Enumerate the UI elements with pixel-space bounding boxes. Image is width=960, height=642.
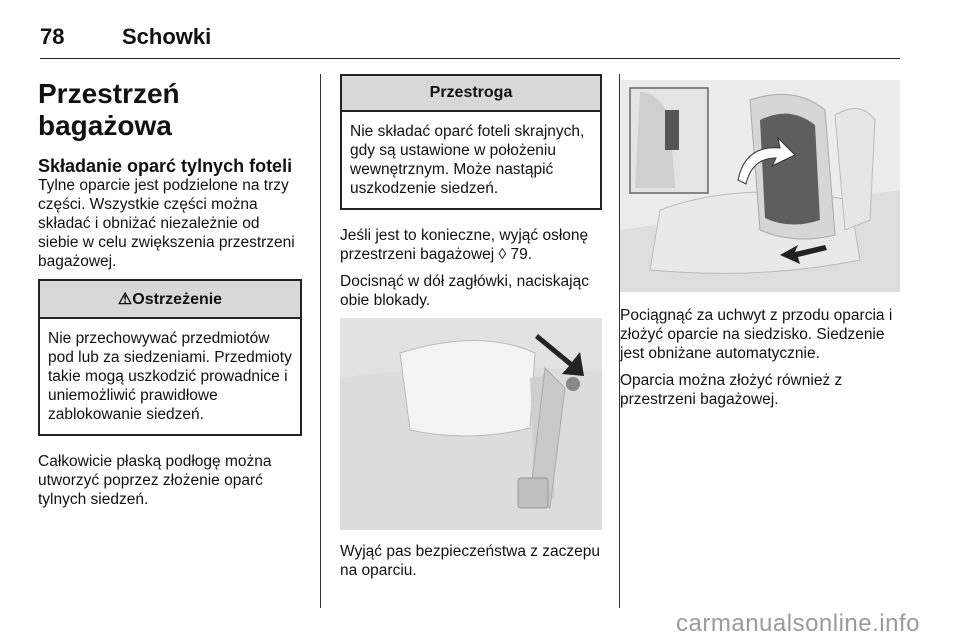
- intro-paragraph: Tylne oparcie jest podzielone na trzy części. Wszystkie części można składać i obniżać niezależnie od siebie w celu zwiększenia przestrzeni bagażowej.: [38, 177, 295, 270]
- headrest-illustration: [340, 318, 602, 530]
- page-header: [40, 12, 900, 60]
- column-3: [620, 74, 902, 417]
- header-rule: [40, 58, 900, 59]
- flat-floor-paragraph: Całkowicie płaską podłogę można utworzyć poprzez złożenie oparć tylnych siedzeń.: [38, 453, 272, 508]
- chapter-title: Schowki: [122, 24, 212, 49]
- column-1: [38, 74, 302, 517]
- headrest-paragraph: Docisnąć w dół zagłówki, naciskając obie blokady.: [340, 273, 589, 309]
- fold-from-boot-paragraph: Oparcia można złożyć również z przestrzeni bagażowej.: [620, 372, 843, 408]
- caution-header: Przestroga: [342, 76, 600, 112]
- caution-text: Nie składać oparć foteli skrajnych, gdy są ustawione w położeniu wewnętrznym. Może nastąpić uszkodzenie siedzeń.: [350, 123, 585, 197]
- warning-triangle-icon: ⚠: [117, 291, 133, 308]
- page-number: 78: [40, 24, 65, 49]
- warning-header: [40, 281, 300, 319]
- warning-text: Nie przechowywać przedmiotów pod lub za siedzeniami. Przedmioty takie mogą uszkodzić prowadnice i uniemożliwić prawidłowe zablokowanie siedzeń.: [48, 330, 292, 423]
- caution-box: [340, 74, 602, 210]
- reference-page: 79.: [506, 246, 533, 263]
- column-2: [340, 74, 602, 588]
- watermark: carmanualsonline.info: [676, 610, 920, 637]
- belt-paragraph: Wyjąć pas bezpieczeństwa z zaczepu na oparciu.: [340, 543, 601, 579]
- reference-arrow-icon: ◊: [498, 246, 507, 263]
- section-title: Przestrzeń bagażowa: [38, 78, 180, 141]
- cover-text: Jeśli jest to konieczne, wyjąć osłonę przestrzeni bagażowej: [340, 227, 589, 263]
- warning-box: [38, 279, 302, 436]
- subsection-title: Składanie oparć tylnych foteli: [38, 156, 293, 176]
- seat-folding-illustration: [620, 80, 900, 292]
- column-divider: [320, 74, 321, 608]
- warning-title: Ostrzeżenie: [132, 291, 223, 308]
- cover-paragraph: [340, 226, 602, 264]
- pull-handle-paragraph: Pociągnąć za uchwyt z przodu oparcia i złożyć oparcie na siedzisko. Siedzenie jest obniżane automatycznie.: [620, 307, 893, 362]
